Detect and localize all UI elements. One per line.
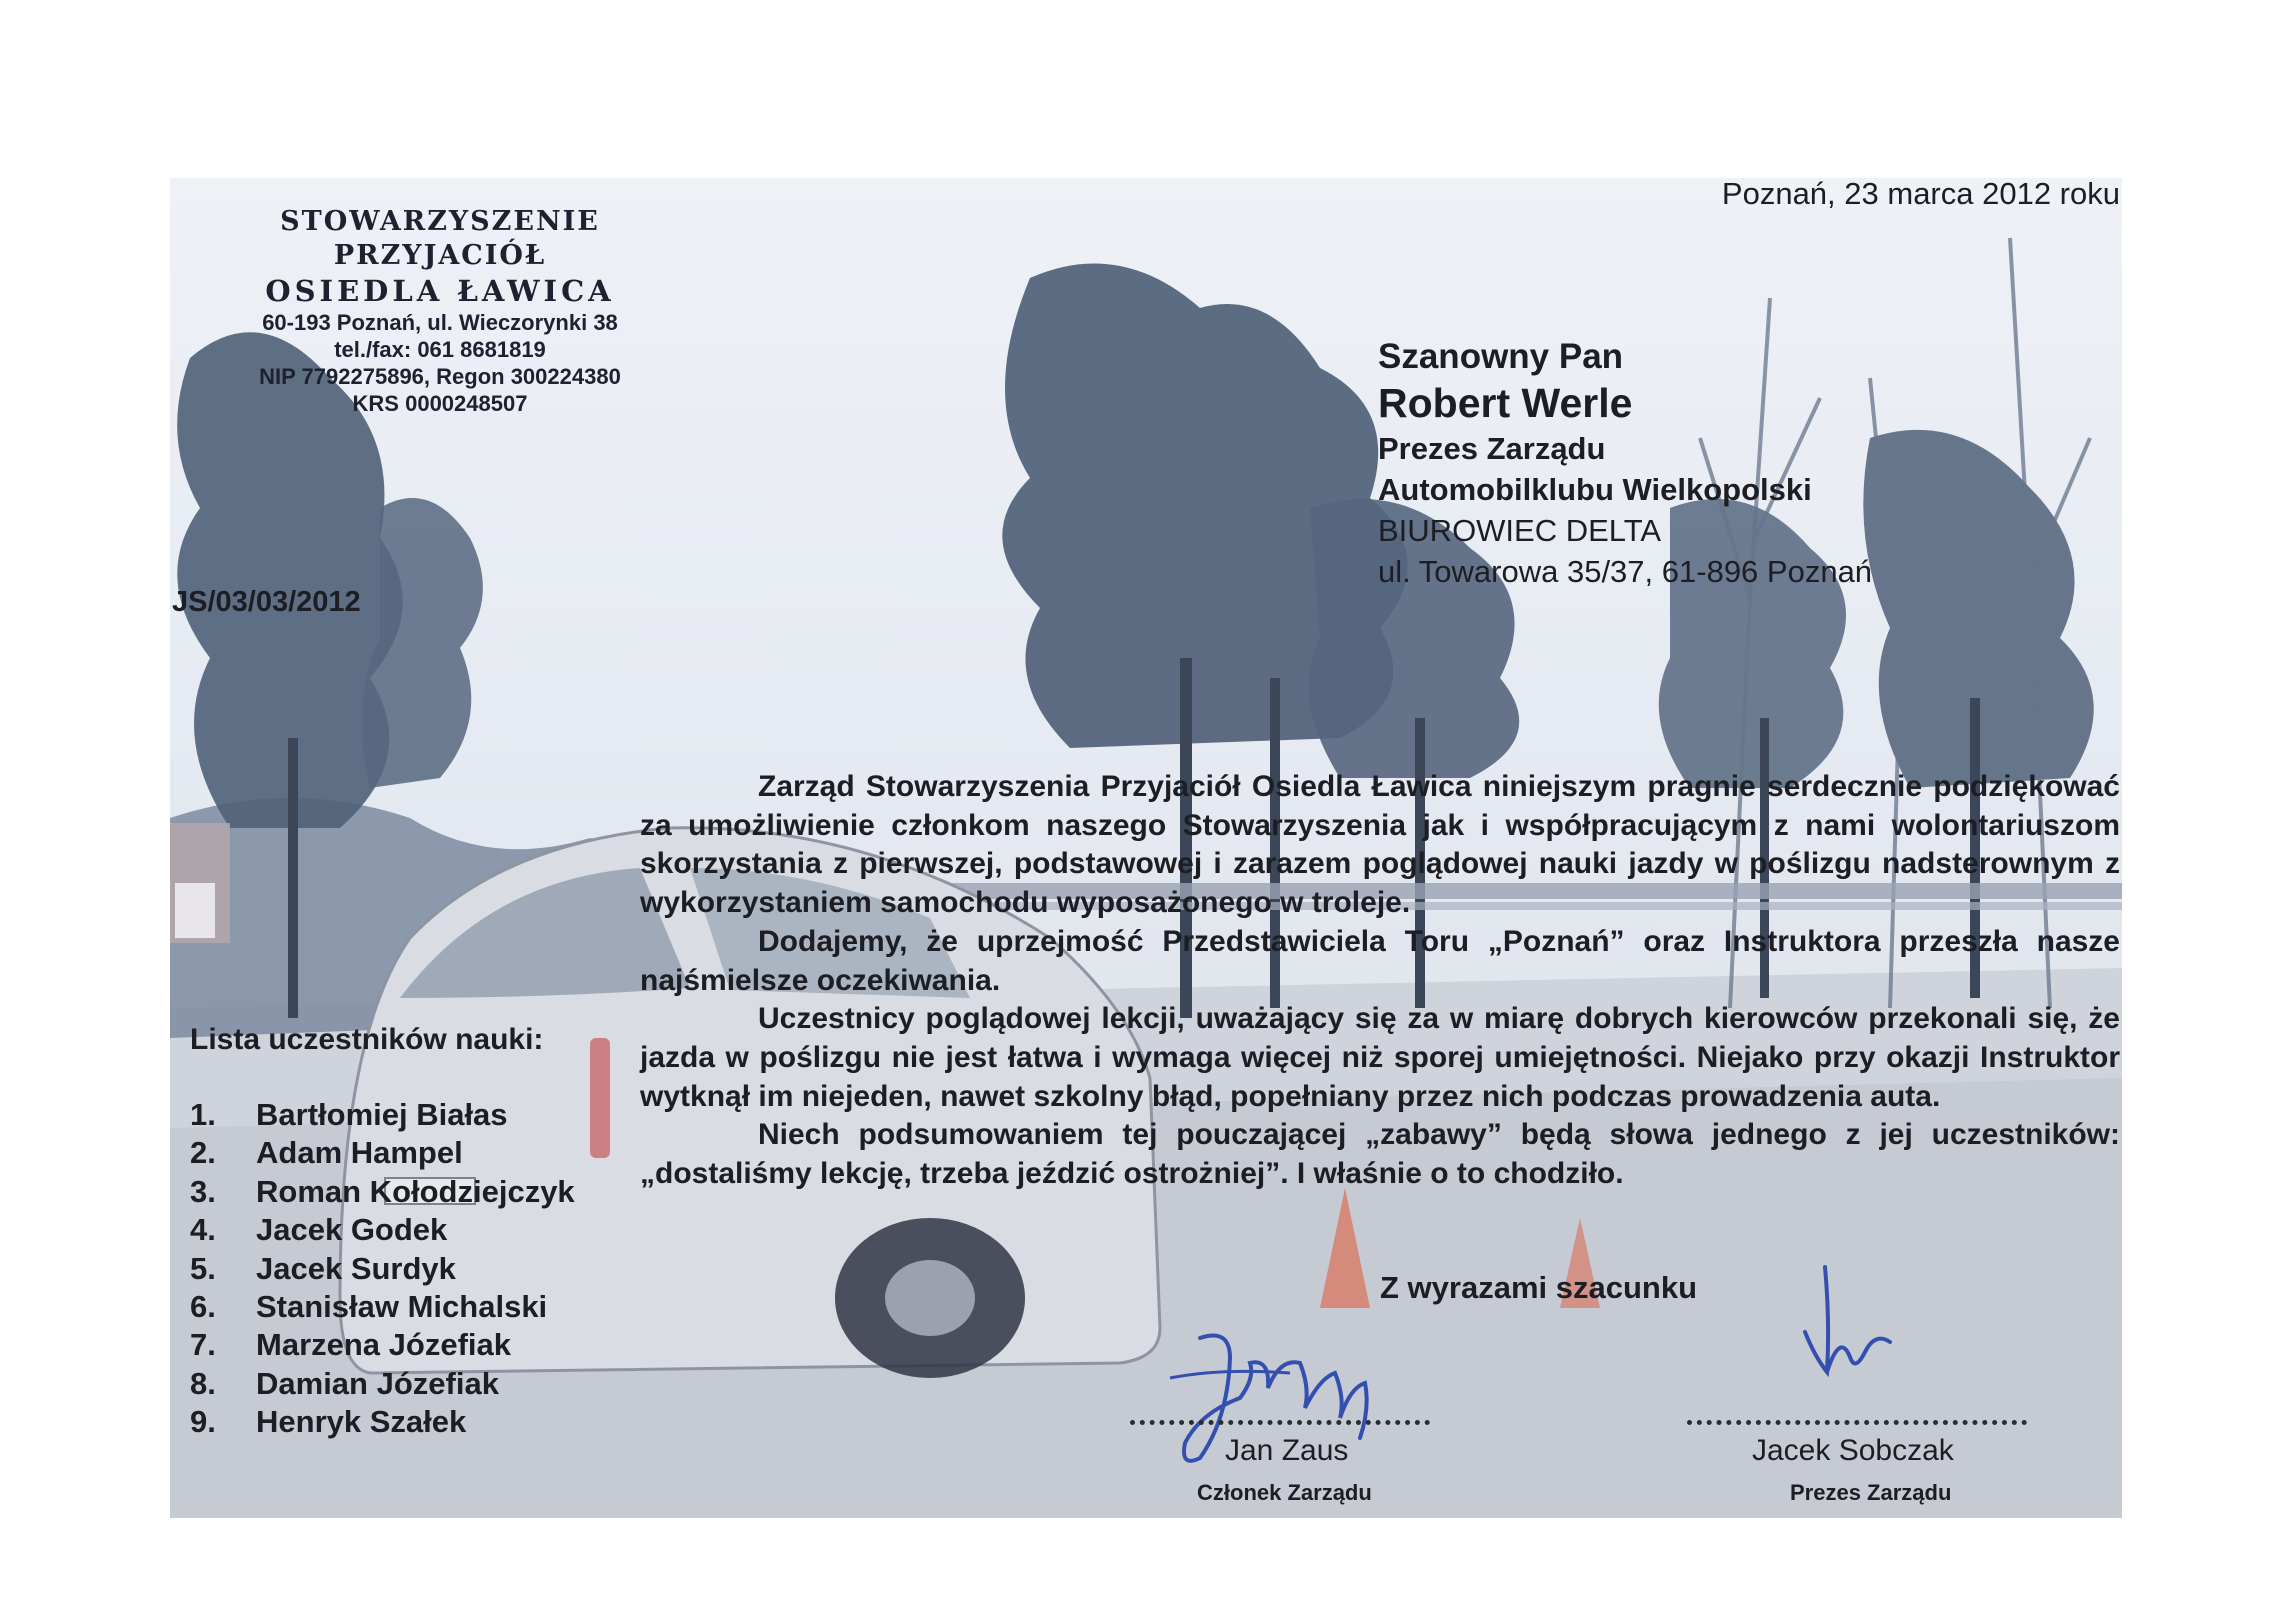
recipient-building: BIUROWIEC DELTA [1378,513,1662,548]
list-number: 4. [190,1212,216,1248]
signatory-name: Jan Zaus [1225,1434,1349,1467]
signature-line [1687,1420,2027,1425]
reference-number: JS/03/03/2012 [172,586,361,618]
stamp-nip-regon: NIP 7792275896, Regon 300224380 [259,364,621,389]
list-item [190,1365,575,1403]
signatory-role: Członek Zarządu [1197,1480,1372,1505]
list-item [190,1288,575,1326]
letterhead-stamp [205,205,675,417]
list-item [190,1173,575,1211]
participant-name: Jacek Godek [256,1212,448,1248]
list-number: 9. [190,1404,216,1440]
participant-name: Adam Hampel [256,1135,463,1171]
recipient-title: Prezes Zarządu [1378,431,1606,466]
list-number: 3. [190,1173,216,1209]
participant-name: Damian Józefiak [256,1365,499,1401]
list-item [190,1211,575,1249]
stamp-address: 60-193 Poznań, ul. Wieczorynki 38 [262,310,618,335]
list-number: 8. [190,1365,216,1401]
participant-name: Roman Kołodziejczyk [256,1173,575,1209]
stamp-krs: KRS 0000248507 [352,391,528,416]
list-number: 1. [190,1097,216,1132]
list-number: 5. [190,1250,216,1286]
recipient-organization: Automobilklubu Wielkopolski [1378,472,1812,507]
closing-phrase: Z wyrazami szacunku [1380,1270,1698,1305]
signature-jacek-sobczak [1795,1262,1905,1412]
participant-name: Bartłomiej Białas [256,1097,508,1132]
recipient-greeting: Szanowny Pan [1378,337,1624,376]
list-number: 2. [190,1135,216,1171]
recipient-street: ul. Towarowa 35/37, 61-896 Poznań [1378,554,1873,589]
body-paragraph: Uczestnicy poglądowej lekcji, uważający się za w miarę dobrych kierowców przekonali się, że jazda w poślizgu nie jest łatwa i wymaga więcej niż sporej umiejętności. Niejako przy okazji Instruktor wytknął im niejeden, nawet szkolny błąd, popełniany przez nich podczas prowadzenia auta. [640,1002,2120,1113]
body-paragraph: Niech podsumowaniem tej pouczającej „zabawy” będą słowa jednego z jej uczestników: „dostaliśmy lekcję, trzeba jeździć ostrożniej”. I właśnie o to chodziło. [640,1118,2120,1191]
participants-title: Lista uczestników nauki: [190,1023,544,1056]
recipient-address [1378,335,1872,592]
body-paragraph: Zarząd Stowarzyszenia Przyjaciół Osiedla Ławica niniejszym pragnie serdecznie podziękować za umożliwienie członkom naszego Stowarzyszenia jak i współpracującym z nami wolontariuszom skorzystania z pierwszej, podstawowej i zarazem poglądowej nauki jazdy w poślizgu nadsterownym z wykorzystaniem samochodu wyposażonego w troleje. [640,770,2120,920]
participant-name: Marzena Józefiak [256,1327,511,1363]
letter-date: Poznań, 23 marca 2012 roku [1721,176,2120,211]
signatory-role: Prezes Zarządu [1790,1480,1952,1505]
stamp-phone: tel./fax: 061 8681819 [334,337,546,362]
list-number: 6. [190,1289,216,1325]
list-item [190,1096,575,1134]
list-number: 7. [190,1327,216,1363]
body-paragraph: Dodajemy, że uprzejmość Przedstawiciela Toru „Poznań” oraz Instruktora przeszła nasze najśmielsze oczekiwania. [640,924,2120,997]
stamp-org-line1: STOWARZYSZENIE PRZYJACIÓŁ [280,206,600,271]
stamp-org-line2: OSIEDLA ŁAWICA [265,274,615,308]
list-item [190,1134,575,1172]
participant-name: Henryk Szałek [256,1404,467,1440]
signature-line [1130,1420,1430,1425]
participant-name: Jacek Surdyk [256,1250,456,1286]
signatory-name: Jacek Sobczak [1752,1434,1954,1467]
list-item [190,1403,575,1441]
list-item [190,1326,575,1364]
list-item [190,1250,575,1288]
participants-list [190,1096,575,1442]
recipient-name: Robert Werle [1378,380,1633,426]
participant-name: Stanisław Michalski [256,1289,548,1325]
letter-body [640,768,2120,1194]
